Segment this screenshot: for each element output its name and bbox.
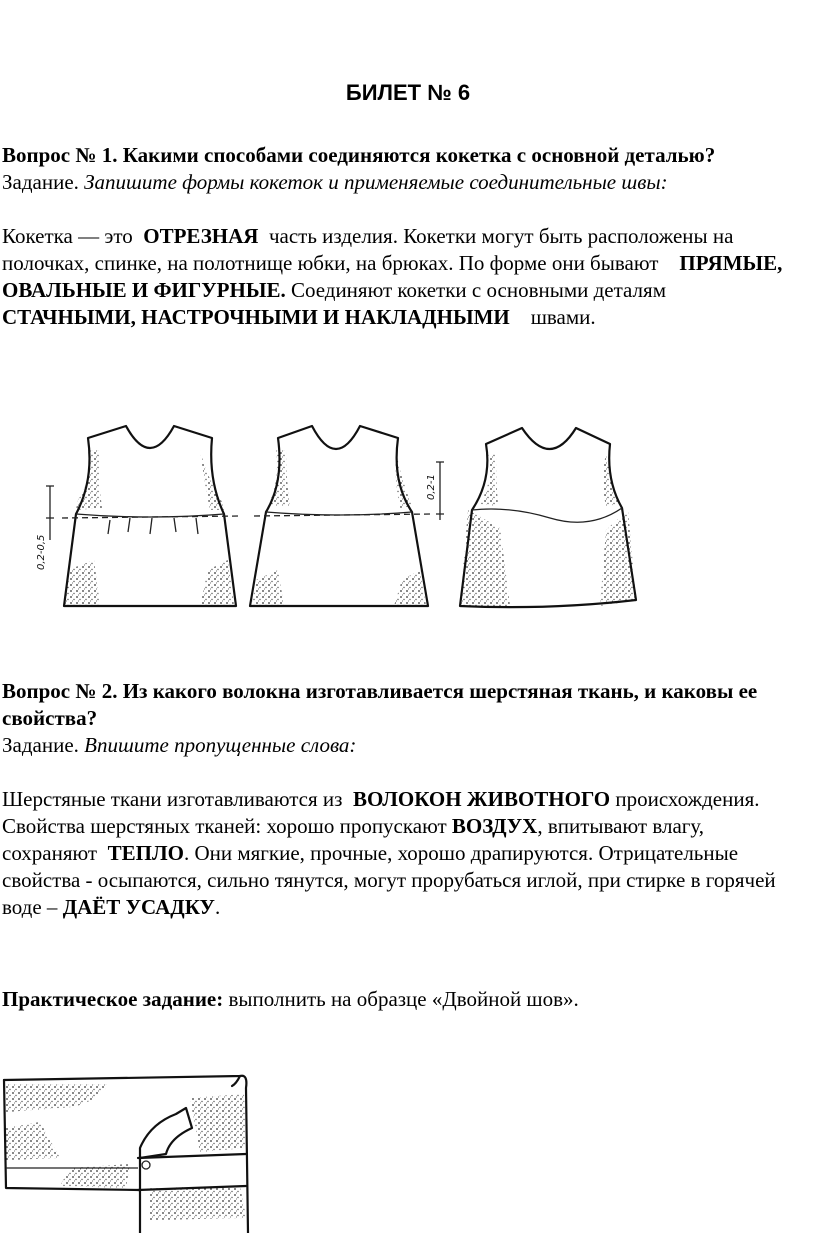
- answer-fill: ВОЛОКОН ЖИВОТНОГО: [352, 787, 611, 811]
- question-2-answer: [2, 786, 808, 921]
- answer-fill: СТАЧНЫМИ, НАСТРОЧНЫМИ И НАКЛАДНЫМИ: [2, 305, 510, 329]
- task-text: Впишите пропущенные слова:: [84, 733, 357, 757]
- question-2-block: [2, 678, 808, 921]
- question-2-task: [2, 732, 808, 759]
- yoke-figure-curved: [250, 426, 444, 606]
- answer-text: швами.: [530, 305, 596, 329]
- answer-text: часть изделия. Кокетки могут быть расположены на полочках, спинке, на полотнище юбки, на брюках. По форме они бывают: [2, 224, 734, 275]
- answer-fill: ВОЗДУХ: [451, 814, 538, 838]
- practical-label: Практическое задание:: [2, 987, 224, 1011]
- answer-text: Кокетка — это: [2, 224, 133, 248]
- answer-fill: ДАЁТ УСАДКУ: [62, 895, 215, 919]
- allowance-label-left: 0,2-0,5: [36, 534, 47, 570]
- double-seam-illustration: [0, 1068, 270, 1233]
- question-1-answer: [2, 223, 808, 331]
- allowance-label-right: 0,2-1: [426, 474, 437, 500]
- task-label: Задание.: [2, 170, 79, 194]
- answer-text: происхождения. Свойства шерстяных тканей: хорошо пропускают: [2, 787, 760, 838]
- answer-text: .: [214, 895, 221, 919]
- yoke-figure-straight: [36, 426, 240, 606]
- yoke-illustration: [36, 410, 660, 620]
- question-1-block: [2, 142, 808, 331]
- task-text: Запишите формы кокеток и применяемые соединительные швы:: [84, 170, 668, 194]
- ticket-title: БИЛЕТ № 6: [345, 80, 471, 105]
- question-1-task: [2, 169, 808, 196]
- answer-text: . Они мягкие, прочные, хорошо драпируются. Отрицательные свойства - осыпаются, сильно тянутся, могут прорубаться иглой, при стирке в горячей воде –: [2, 841, 776, 919]
- answer-fill: ТЕПЛО: [107, 841, 184, 865]
- practical-text: выполнить на образце «Двойной шов».: [228, 987, 579, 1011]
- yoke-figure-shaped: [460, 428, 636, 607]
- answer-fill: ОТРЕЗНАЯ: [143, 224, 259, 248]
- question-1-text: Вопрос № 1. Какими способами соединяются кокетка с основной деталью?: [2, 143, 716, 167]
- answer-text: Соединяют кокетки с основными деталям: [290, 278, 666, 302]
- answer-fill: ПРЯМЫЕ, ОВАЛЬНЫЕ И ФИГУРНЫЕ.: [2, 251, 783, 302]
- answer-text: , впитывают влагу, сохраняют: [2, 814, 705, 865]
- task-label: Задание.: [2, 733, 79, 757]
- practical-task: [2, 986, 808, 1013]
- question-2-text: Вопрос № 2. Из какого волокна изготавливается шерстяная ткань, и каковы ее свойства?: [2, 679, 758, 730]
- answer-text: Шерстяные ткани изготавливаются из: [2, 787, 343, 811]
